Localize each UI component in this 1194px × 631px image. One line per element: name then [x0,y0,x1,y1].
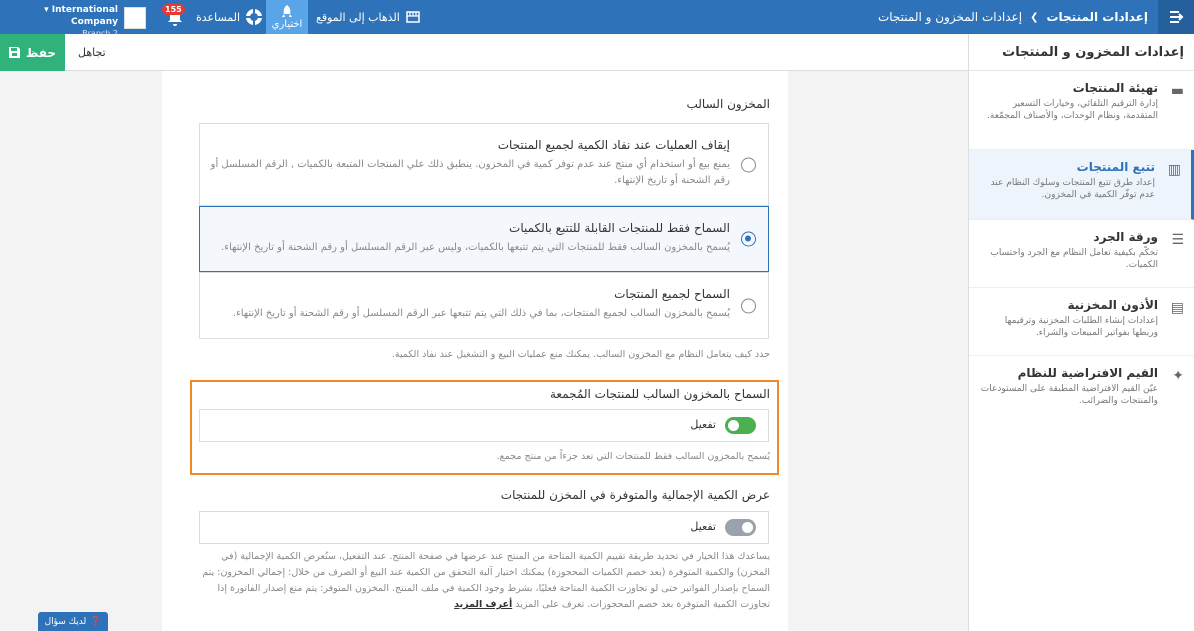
settings-content [162,71,788,631]
sidebar-item-stocktaking[interactable] [969,220,1194,288]
display-quantity-title: عرض الكمية الإجمالية والمتوفرة في المخزن للمنتجات [500,488,770,502]
display-toggle-row [199,511,769,544]
sidebar-item-desc: إدارة الترقيم التلقائي، وخيارات التسعير المتقدمة، ونظام الوحدات، والأصناف المجمّعة. [987,99,1158,121]
help-link[interactable] [196,0,263,34]
sidebar-item-title: ورقة الجرد [1093,230,1158,244]
rocket-icon [281,5,293,19]
toggle-knob [728,420,739,431]
company-name: International Company [51,5,118,27]
bundle-setting-title: السماح بالمخزون السالب للمنتجات المُجمعة [550,387,770,401]
option-title: إيقاف العمليات عند نفاد الكمية لجميع المنتجات [497,138,730,152]
display-quantity-desc [192,549,770,613]
option-title: السماح فقط للمنتجات القابلة للتتبع بالكميات [509,221,730,235]
help-question-button[interactable] [38,612,108,631]
notifications-button[interactable] [164,6,184,28]
sparkle-icon: ✦ [1172,368,1184,384]
action-bar [0,34,968,71]
radio-button[interactable] [741,298,756,313]
menu-toggle-button[interactable] [1158,0,1194,34]
sidebar-item-title: تتبع المنتجات [1076,160,1155,174]
clipboard-icon: ▤ [1170,300,1184,316]
bundle-toggle[interactable] [725,417,756,434]
sidebar-item-desc: إعدادات إنشاء الطلبات المخزنية وترقيمها وربطها بفواتير المبيعات والشراء. [1004,316,1158,338]
negative-option-quantity-tracked[interactable] [199,206,769,272]
store-icon [406,11,420,23]
option-desc: يمنع بيع أو استخدام أي منتج عند عدم توفر كمية في المخزون. ينطبق ذلك علي المنتجات المتبعة بالكميات , الرقم المسلسل أو رقم الشحنة أو تاريخ الإنتهاء. [210,159,730,186]
barcode-icon: ▥ [1167,162,1181,178]
settings-sidebar [968,34,1194,631]
display-desc-text: يساعدك هذا الخيار في تحديد طريقة تقييم الكمية المتاحة من المنتج عند عرضها في صفحة المنتج. عند التفعيل، ستُعرض الكمية الإجمالية (في المخزن) والكمية المتوفرة (بعد خصم الكميات المحجوزة) يمكنك اختيار آلية التحقق من الكمية عند البيع أو الصرف من خلال: إجمالي المخزون: يتم السماح بإصدار الفواتير حتى لو تجاوزت الكمية المتاحة فعليًا، بشرط وجود الكمية في ملف المنتج. المخزون المتوفر: يتم منع إصدار الفاتورة إذا تجاوزت الكمية المتوفرة بعد خصم المحجوزات. تعرف على المزيد [202,551,770,610]
radio-button[interactable] [741,232,756,247]
save-label: حفظ [25,45,57,60]
breadcrumb-current: إعدادات المنتجات [1046,10,1148,24]
save-button[interactable] [0,34,65,71]
negative-option-allow-all[interactable] [199,272,769,339]
toggle-knob [742,522,753,533]
notification-badge: 155 [162,4,185,15]
beta-label: اختياري [271,18,303,30]
radio-button[interactable] [741,157,756,172]
top-bar [0,0,1194,34]
floppy-icon [9,47,20,58]
sidebar-item-product-setup[interactable] [969,71,1194,150]
box-icon: ▬ [1170,83,1184,99]
negative-stock-hint: حدد كيف يتعامل النظام مع المخزون السالب. يمكنك منع عمليات البيع و التشغيل عند نفاد الكمية. [391,349,770,360]
sidebar-item-title: القيم الافتراضية للنظام [1017,366,1158,380]
breadcrumb [878,0,1148,34]
negative-stock-title: المخزون السالب [686,97,770,111]
help-label: المساعدة [196,10,241,24]
sidebar-item-desc: إعداد طرق تتبع المنتجات وسلوك النظام عند عدم توفّر الكمية في المخزون. [990,178,1155,200]
option-desc: يُسمح بالمخزون السالب فقط للمنتجات التي يتم تتبعها بالكميات، وليس عبر الرقم المسلسل أو رقم الشحنة أو تاريخ الإنتهاء. [221,242,730,253]
question-icon: ❓ [90,616,102,627]
go-site-label: الذهاب إلى الموقع [316,10,400,24]
sidebar-item-stock-permits[interactable] [969,288,1194,356]
bundle-hint: يُسمح بالمخزون السالب فقط للمنتجات التي تعد جزءاً من منتج مجمع. [496,451,770,462]
sidebar-item-desc: عيّن القيم الافتراضية المطبقة على المستودعات والمنتجات والضرائب. [980,384,1158,406]
menu-arrow-icon [1168,10,1184,24]
sidebar-item-product-tracking[interactable] [969,150,1194,220]
chevron-left-icon: ❯ [1030,11,1039,23]
dropdown-caret-icon: ▾ [44,5,52,15]
abacus-icon: ☰ [1171,232,1184,248]
beta-button[interactable] [266,0,308,34]
bundle-toggle-label: تفعيل [690,418,716,431]
negative-option-stop-all[interactable] [199,123,769,206]
sidebar-title: إعدادات المخزون و المنتجات [969,34,1194,71]
bundle-toggle-row [199,409,769,442]
display-toggle[interactable] [725,519,756,536]
option-title: السماح لجميع المنتجات [614,287,730,301]
sidebar-item-system-defaults[interactable] [969,356,1194,424]
help-chip-label: لديك سؤال [44,616,87,627]
display-toggle-label: تفعيل [690,520,716,533]
sidebar-item-desc: تحكّم بكيفية تعامل النظام مع الجرد واحتساب الكميات. [990,248,1158,270]
option-desc: يُسمح بالمخزون السالب لجميع المنتجات، بما في ذلك التي يتم تتبعها عبر الرقم المسلسل أو رقم الشحنة أو تاريخ الإنتهاء. [232,308,730,319]
go-to-site-link[interactable] [316,0,420,34]
lifebuoy-icon [245,8,263,26]
sidebar-item-title: الأذون المخزنية [1067,298,1158,312]
learn-more-link[interactable]: أعرف المزيد [454,599,513,610]
company-logo [124,7,146,29]
ignore-button[interactable]: تجاهل [78,46,106,59]
sidebar-item-title: تهيئة المنتجات [1072,81,1158,95]
breadcrumb-parent[interactable]: إعدادات المخزون و المنتجات [877,10,1023,24]
